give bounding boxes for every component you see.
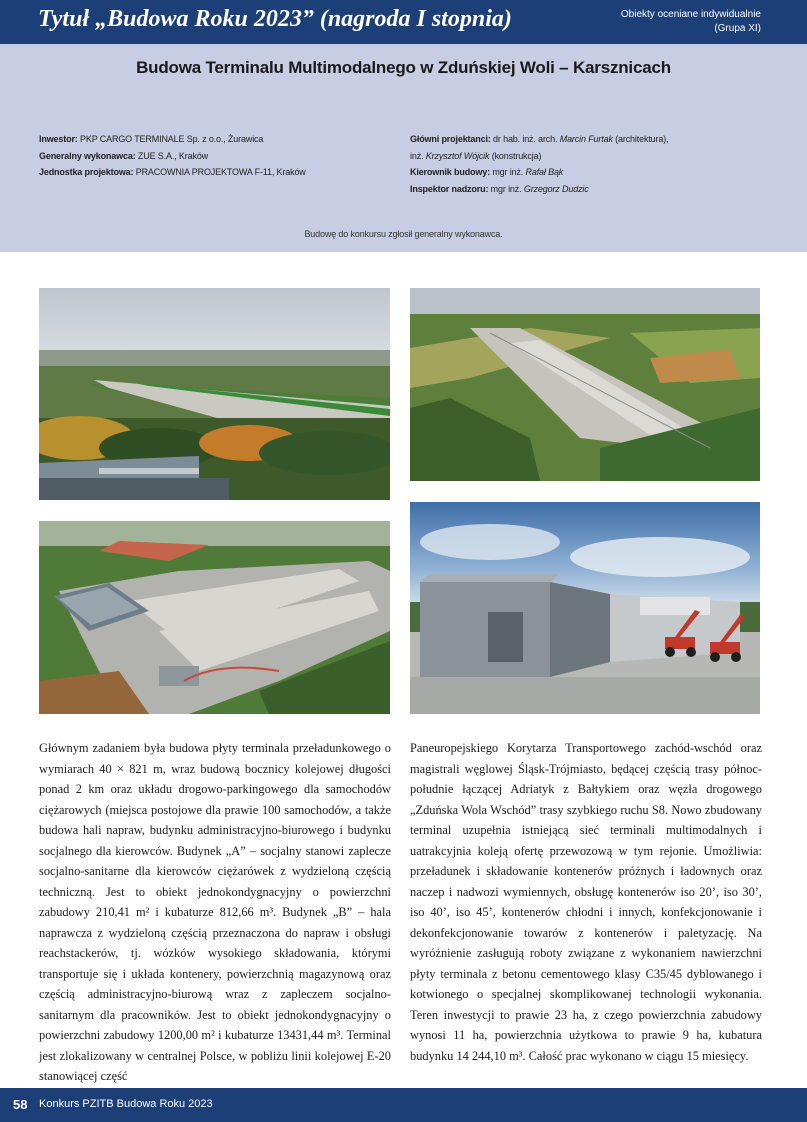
contractor-line [39,148,389,165]
publication-name: Konkurs PZITB Budowa Roku 2023 [39,1098,213,1110]
info-right-column [410,131,770,197]
designer1-role: (architektura), [615,134,669,144]
project-info-panel [0,44,807,252]
contractor-value: ZUE S.A., Kraków [137,150,209,161]
designer2-line [410,148,770,165]
project-title: Budowa Terminalu Multimodalnego w Zduńskiej Woli – Karsznicach [136,58,671,77]
photo-aerial-terminal-with-trees [39,288,390,500]
site-manager-name: Rafał Bąk [525,167,564,177]
award-title: Tytuł „Budowa Roku 2023” (nagroda I stopnia) [38,6,512,32]
photo-aerial-terminal-fields [410,288,760,481]
inspector-label: Inspektor nadzoru: [410,183,489,194]
designer2-role: (konstrukcja) [491,150,542,161]
photo-aerial-terminal-buildings [39,521,390,714]
submitted-by-note: Budowę do konkursu zgłosił generalny wykonawca. [304,229,503,239]
designer2-prefix: inż. [410,150,424,161]
inspector-name: Grzegorz Dudzic [523,183,589,194]
design-unit-value: PRACOWNIA PROJEKTOWA F-11, Kraków [135,167,306,177]
body-text-left-column: Głównym zadaniem była budowa płyty terminala przeładunkowego o wymiarach 40 × 821 m, wraz budową bocznicy kolejowej długości ponad 2 km oraz układu drogowo-parkingowego dla samochodów ciężarowych (miejsca postojowe dla prawie 100 samochodów, a także budowa hali napraw, budynku administracyjno-biurowego i budynku socjalnego dla kierowców. Budynek „A” – socjalny stanowi zaplecze socjalno-sanitarne dla kierowców ciężarówek z wydzieloną częścią techniczną. Jest to obiekt jednokondygnacyjny o powierzchni zabudowy 210,41 m² i kubaturze 812,66 m³. Budynek „B” – hala naprawcza z wydzieloną częścią przeznaczona do napraw i obsługi reachstackerów, tj. wózków wysokiego składowania, którymi transportuje się i układa kontenery, powierzchnią magazynową oraz częścią administracyjno-biurową wraz z zapleczem socjalno-sanitarnym dla pracowników. Jest to obiekt jednokondygnacyjny o powierzchni zabudowy 1200,00 m² i kubaturze 13431,44 m³. Terminal jest zlokalizowany w centralnej Polsce, w pobliżu linii kolejowej E-20 stanowiącej część [39,741,391,1083]
page-number: 58 [13,1097,28,1112]
site-manager-line [410,164,770,181]
designer1-prefix: dr hab. inż. arch. [493,134,558,144]
designers-label: Główni projektanci: [410,134,491,144]
category-line-2: (Grupa XI) [714,23,761,34]
inspector-line [410,181,770,198]
inspector-prefix: mgr inż. [490,183,522,194]
designers-line [410,131,770,148]
footer-bar [0,1088,807,1122]
photo-repair-hall-with-reachstackers [410,502,760,714]
investor-value: PKP CARGO TERMINALE Sp. z o.o., Żurawica [80,134,264,144]
header-bar [0,0,807,44]
designer2-name: Krzysztof Wójcik [425,150,490,161]
site-manager-prefix: mgr inż. [492,167,524,177]
category-line-1: Obiekty oceniane indywidualnie [620,9,761,20]
contractor-label: Generalny wykonawca: [39,150,136,161]
design-unit-line [39,164,389,181]
design-unit-label: Jednostka projektowa: [39,167,134,177]
site-manager-label: Kierownik budowy: [410,167,490,177]
investor-label: Inwestor: [39,134,78,144]
designer1-name: Marcin Furtak [559,134,613,144]
info-left-column [39,131,389,181]
investor-line [39,131,389,148]
body-text-right-column: Paneuropejskiego Korytarza Transportowego zachód-wschód oraz magistrali węglowej Śląsk-Trójmiasto, będącej częścią trasy północ-południe łączącej Adriatyk z Bałtykiem oraz węzła drogowego „Zduńska Wola Wschód” trasy szybkiego ruchu S8. Nowo zbudowany terminal uzupełnia istniejącą sieć terminali multimodalnych i uatrakcyjnia koleją ofertę przewozową w tym rejonie. Umożliwia: przeładunek i składowanie kontenerów próżnych i ładownych oraz naczep i nadwozi wymiennych, obsługę kontenerów iso 20’, iso 30’, iso 40’, iso 45’, kontenerów chłodni i innych, konfekcjonowanie i dekonfekcjonowanie towarów z kontenerów i paletyzację. Na wyróżnienie zasługują roboty związane z wykonaniem nawierzchni płyty terminala z betonu cementowego klasy C35/45 dyblowanego i kotwionego o specjalnej skomplikowanej technologii wykonania. Teren inwestycji to prawie 23 ha, z czego powierzchnia zabudowy wynosi 11 ha, powierzchnia użytkowa to prawie 9 ha, kubatura budynku 14 244,10 m³. Całość prac wykonano w ciągu 15 miesięcy. [410,741,762,1063]
category-label [621,8,761,36]
